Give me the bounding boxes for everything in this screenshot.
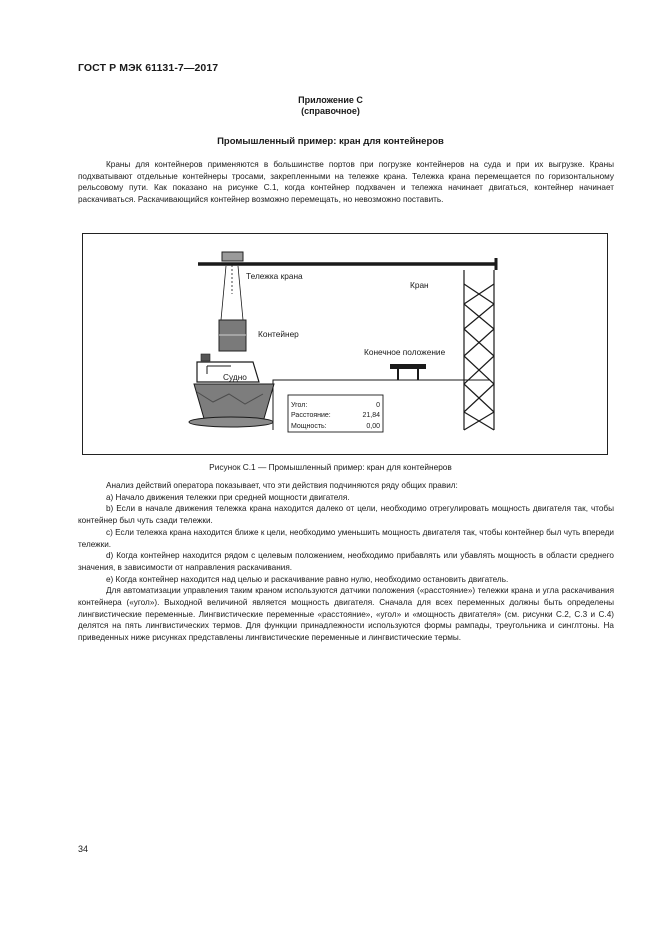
trolley-label: Тележка крана — [246, 271, 303, 281]
power-label: Мощность: — [291, 423, 327, 430]
rule-a: a) Начало движения тележки при средней мощности двигателя. — [106, 492, 350, 502]
distance-value: 21,84 — [362, 412, 380, 419]
cable-left — [221, 266, 226, 320]
end-position-marker — [390, 364, 426, 380]
section-title: Промышленный пример: кран для контейнеров — [217, 136, 444, 147]
page-number: 34 — [78, 844, 89, 854]
rule-e: e) Когда контейнер находится над целью и раскачивание равно нулю, необходимо остановить двигатель. — [106, 574, 509, 584]
annex-title: Приложение С — [298, 95, 363, 105]
angle-label: Угол: — [291, 402, 308, 409]
angle-value: 0 — [376, 402, 380, 409]
intro-paragraph: Краны для контейнеров применяются в большинстве портов при погрузке контейнеров на суда и при их выгрузке. Краны подхватывают отдельные контейнеры тросами, закрепленными на тележке крана. Тележка крана перемещается по горизонтальному рельсовому пути. Как показано на рисунке С.1, когда контейнер подхвачен и тележка начинает двигаться, контейнер начинает раскачиваться. Раскачивающийся контейнер возможно перемещать, но невозможно поставить. — [78, 160, 614, 205]
rule-b: b) Если в начале движения тележка крана находится далеко от цели, необходимо отрегулировать мощность двигателя так, чтобы контейнер был чуть сзади тележки. — [78, 504, 614, 526]
crane-figure — [82, 233, 608, 455]
crane-diagram — [83, 234, 609, 456]
power-value: 0,00 — [366, 423, 380, 430]
rules-block — [78, 480, 614, 644]
body-paragraph-automation: Для автоматизации управления таким краном используются датчики положения («расстояние») тележки крана и угла раскачивания контейнера («угол»). Выходной величиной является мощность двигателя. Сначала для всех переменных должны быть определены лингвистические переменные. Лингвистические переменные «расстояние», «угол» и «мощность двигателя» (см. рисунки С.2, С.3 и С.4) делятся на пять лингвистических термов. Для функции принадлежности используются формы рампады, треугольника и синглтоны. На приведенных ниже рисунках представлены лингвистические переменные и лингвистические термы. — [78, 586, 614, 643]
annex-subtitle: (справочное) — [301, 106, 360, 116]
container-label: Контейнер — [258, 329, 299, 339]
distance-label: Расстояние: — [291, 412, 331, 419]
ship — [189, 354, 274, 427]
status-panel — [288, 395, 383, 432]
ship-label: Судно — [223, 372, 247, 382]
standard-code: ГОСТ Р МЭК 61131-7—2017 — [78, 62, 219, 74]
rule-c: c) Если тележка крана находится ближе к цели, необходимо уменьшить мощность двигателя так, чтобы контейнер был чуть впереди тележки. — [78, 527, 614, 549]
intro-paragraph-block — [78, 159, 614, 206]
crane-tower — [464, 270, 494, 430]
end-position-label: Конечное положение — [364, 347, 446, 357]
trolley-block — [222, 252, 243, 261]
rule-d: d) Когда контейнер находится рядом с целевым положением, необходимо прибавлять или убавлять мощность в области среднего значения, в зависимости от направления раскачивания. — [78, 551, 614, 572]
cable-right — [238, 266, 243, 320]
crane-label: Кран — [410, 280, 429, 290]
figure-caption: Рисунок С.1 — Промышленный пример: кран для контейнеров — [209, 462, 452, 472]
body-paragraph: Анализ действий оператора показывает, что эти действия подчиняются ряду общих правил: — [106, 481, 458, 490]
